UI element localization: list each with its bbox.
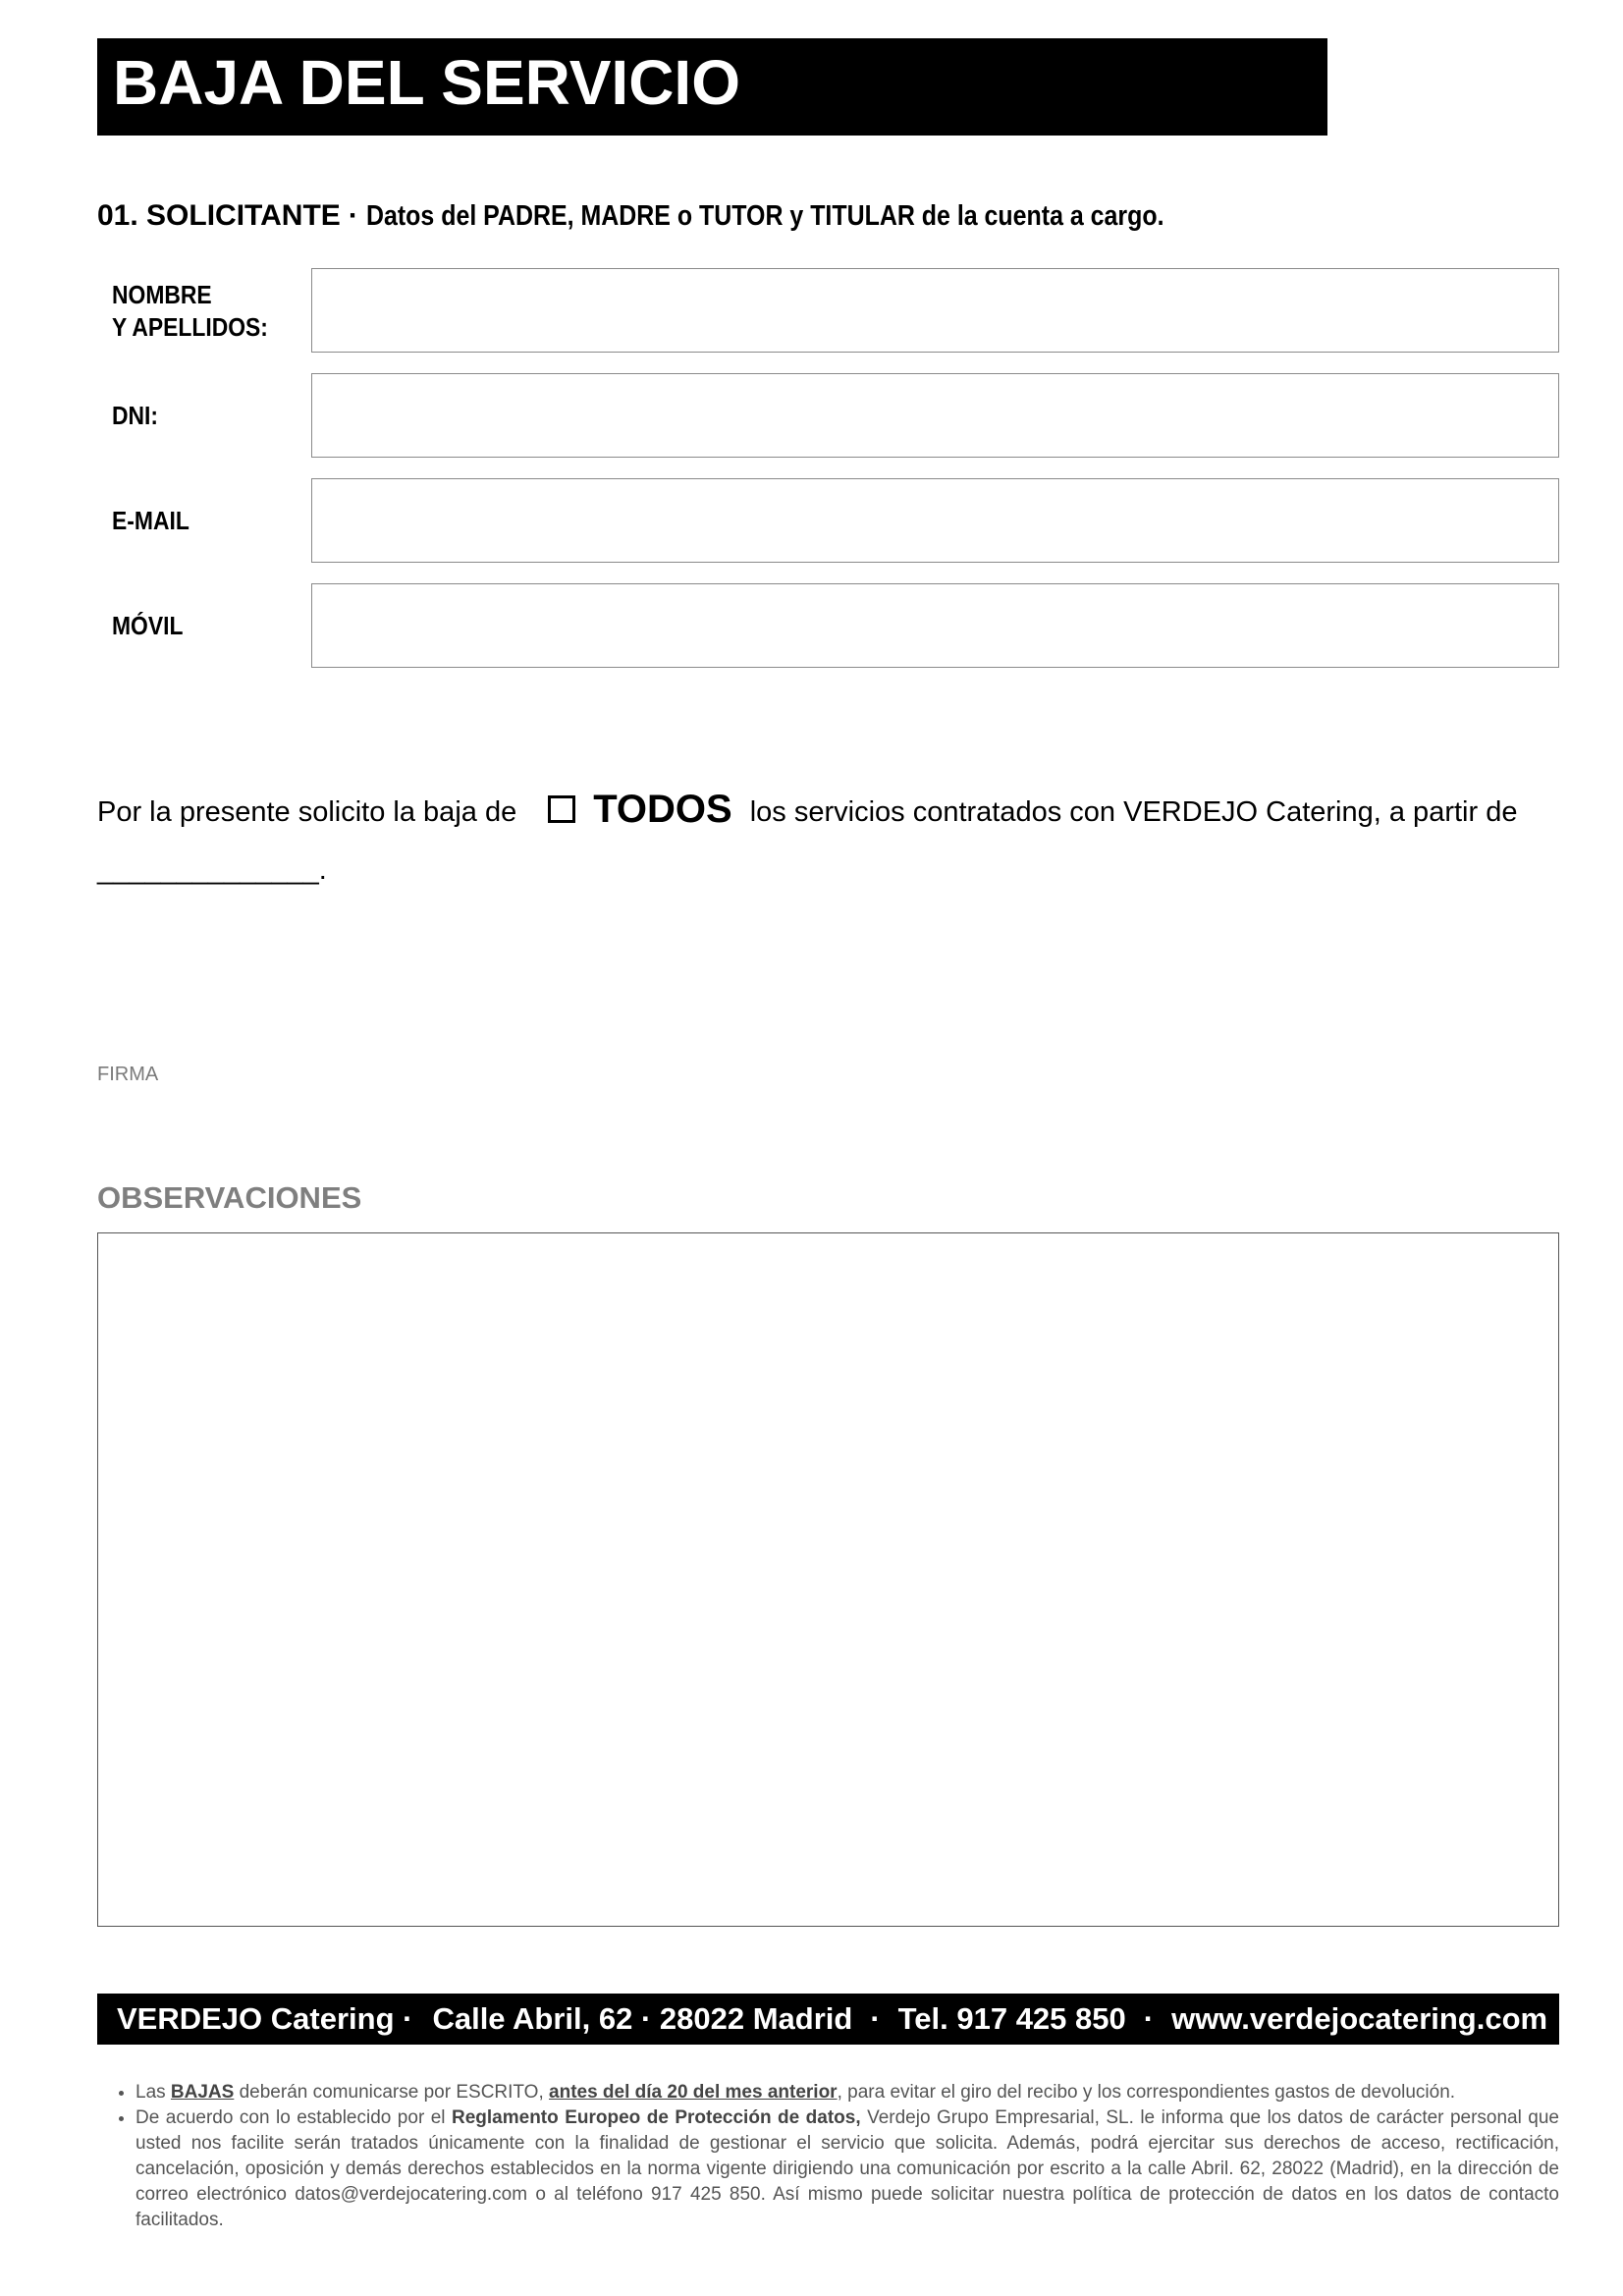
footer-website: www.verdejocatering.com [1171, 2001, 1548, 2036]
footer-separator-1: · [870, 2001, 881, 2036]
page-title: BAJA DEL SERVICIO [113, 47, 740, 118]
note1-text-a: Las [135, 2082, 171, 2103]
observations-title: OBSERVACIONES [97, 1180, 362, 1215]
note1-bold-bajas: BAJAS [170, 2082, 235, 2103]
email-field[interactable] [311, 478, 1559, 563]
name-label-line1: NOMBRE [112, 280, 212, 309]
name-field[interactable] [311, 268, 1559, 353]
footer-separator-2: · [1143, 2001, 1155, 2036]
section-separator: · [348, 199, 358, 232]
name-label [112, 279, 268, 344]
observations-field[interactable] [97, 1232, 1559, 1927]
note1-bold-deadline: antes del día 20 del mes anterior [549, 2082, 838, 2103]
name-label-line2: Y APELLIDOS: [112, 312, 268, 342]
footnotes [106, 2080, 1559, 2233]
note-data-protection [135, 2105, 1559, 2233]
note1-text-b: deberán comunicarse por ESCRITO, [234, 2082, 550, 2103]
footer-bar [97, 1994, 1559, 2045]
email-label: E-MAIL [112, 506, 189, 535]
note2-bold-regulation: Reglamento Europeo de Protección de datos, [452, 2107, 861, 2128]
footer-address: Calle Abril, 62 · 28022 Madrid [432, 2001, 853, 2036]
request-suffix: los servicios contratados con VERDEJO Catering, a partir de [749, 796, 1518, 828]
todos-checkbox[interactable] [548, 795, 575, 823]
section-description: Datos del PADRE, MADRE o TUTOR y TITULAR de la cuenta a cargo. [365, 200, 1164, 232]
note2-text-a: De acuerdo con lo establecido por el [135, 2107, 452, 2128]
footer-phone: Tel. 917 425 850 [897, 2001, 1126, 2036]
dni-label: DNI: [112, 401, 159, 430]
dni-field[interactable] [311, 373, 1559, 458]
mobile-field[interactable] [311, 583, 1559, 668]
footer-company: VERDEJO Catering · [117, 2001, 413, 2036]
note1-text-c: , para evitar el giro del recibo y los correspondientes gastos de devolución. [837, 2082, 1456, 2103]
date-blank[interactable]: ______________. [97, 854, 327, 886]
request-sentence [97, 788, 1518, 835]
todos-label: TODOS [593, 788, 732, 831]
title-bar [97, 38, 1327, 136]
section-number: 01. SOLICITANTE [97, 199, 341, 232]
signature-label: FIRMA [97, 1064, 159, 1085]
mobile-label: MÓVIL [112, 611, 184, 640]
request-prefix: Por la presente solicito la baja de [97, 796, 517, 828]
note2-text-b: Verdejo Grupo Empresarial, SL. le informa que los datos de carácter personal que usted nos facilite serán tratados únicamente con la finalidad de gestionar el servicio que solicita. Además, podrá ejercitar sus derechos de acceso, rectificación, cancelación, oposición y demás derechos establecidos en la norma vigente dirigiendo una comunicación por escrito a la calle Abril. 62, 28022 (Madrid), en la dirección de correo electrónico datos@verdejocatering.com o al teléfono 917 425 850. Así mismo puede solicitar nuestra política de protección de datos en los datos de contacto facilitados. [135, 2107, 1560, 2230]
note-bajas [135, 2080, 1559, 2105]
section-heading [97, 199, 1294, 233]
